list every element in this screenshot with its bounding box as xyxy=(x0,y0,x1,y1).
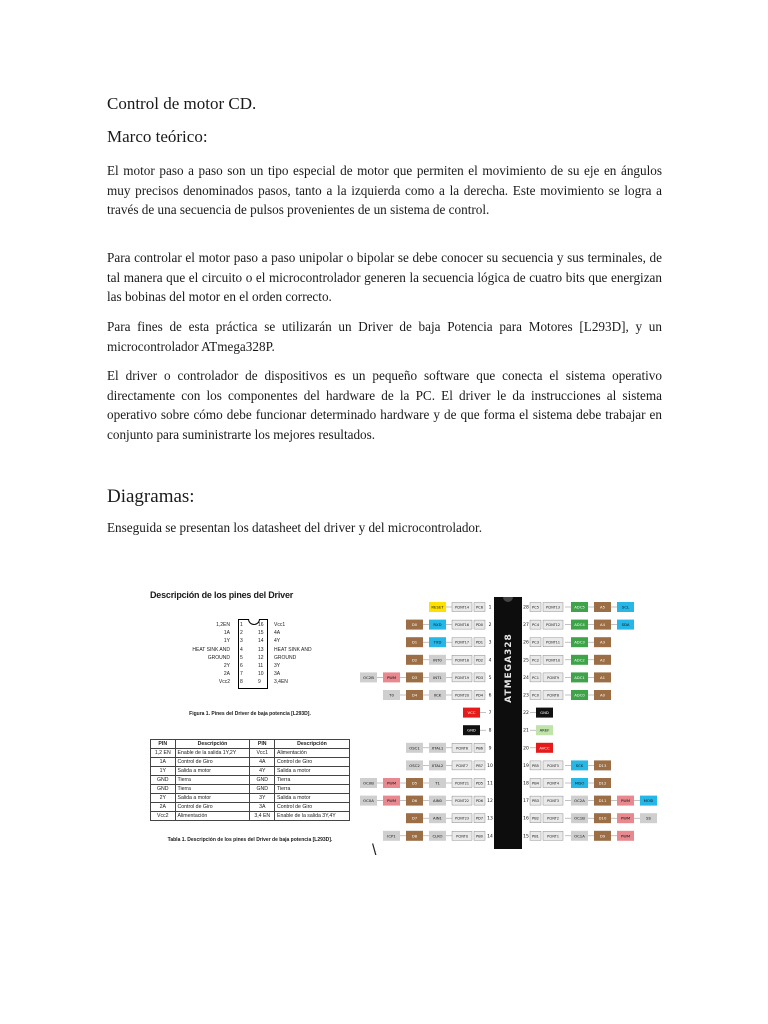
driver-left-pin-label: 1A xyxy=(223,630,230,637)
driver-left-pin-label: Vcc2 xyxy=(218,679,230,686)
atmega-pin-number: 16 xyxy=(523,816,529,822)
document-title: Control de motor CD. xyxy=(107,94,257,113)
section-heading-diagramas: Diagramas: xyxy=(107,486,195,507)
atmega-pin-tag-label: PWM xyxy=(386,798,397,804)
driver-left-pin-label: HEAT SINK AND xyxy=(192,646,230,653)
atmega-pin-number: 9 xyxy=(488,746,492,752)
driver-right-pin-number: 9 xyxy=(258,679,261,686)
atmega-pcint-label: PCINT0 xyxy=(456,834,468,839)
atmega-pin-tag-label: MISO xyxy=(574,780,585,786)
atmega-pin-tag-label: ICP1 xyxy=(387,833,396,839)
driver-left-pin-label: 1,2EN xyxy=(216,622,230,628)
table-cell: Salida a motor xyxy=(175,767,250,776)
atmega-pin-tag-label: OC2B xyxy=(363,674,374,680)
atmega-pin-number: 15 xyxy=(523,834,529,840)
atmega-port-label: PB4 xyxy=(532,781,539,786)
atmega-pcint-label: PCINT1 xyxy=(547,834,559,839)
atmega-pin-tag-label: A1 xyxy=(599,674,606,680)
atmega-pin-tag-label: D5 xyxy=(411,780,418,786)
table-cell: Salida a motor xyxy=(275,767,350,776)
atmega-pin-number: 27 xyxy=(523,623,529,629)
table-row xyxy=(151,758,350,767)
atmega-pin-tag-label: T1 xyxy=(435,780,440,786)
section-heading-marco-teorico: Marco teórico: xyxy=(107,127,208,146)
atmega-pin-tag-label: OC1A xyxy=(574,833,585,839)
atmega-pin-number: 25 xyxy=(523,658,529,664)
driver-figure-title: Descripción de los pines del Driver xyxy=(150,590,294,600)
atmega-pin-tag-label: CLKO xyxy=(432,833,443,839)
driver-pin-table xyxy=(150,739,350,821)
atmega-pcint-label: PCINT22 xyxy=(455,799,469,804)
atmega-pin-tag-label: ADC4 xyxy=(574,622,585,628)
table-cell: Tierra xyxy=(175,785,250,794)
atmega-pin-number: 13 xyxy=(487,816,493,822)
atmega-pin-tag-label: XTAL1 xyxy=(431,745,444,751)
atmega-pin-tag-label: D13 xyxy=(598,762,607,768)
table-cell: 4A xyxy=(250,758,275,767)
driver-datasheet-figure xyxy=(150,585,365,855)
atmega-pcint-label: PCINT17 xyxy=(455,640,469,645)
atmega-pin-tag-label: RESET xyxy=(431,604,444,610)
driver-right-pin-number: 15 xyxy=(258,630,264,637)
atmega-port-label: PB3 xyxy=(532,799,539,804)
table-row xyxy=(151,749,350,758)
atmega-pin-tag-label: SCL xyxy=(621,604,630,610)
table-cell: Alimentación xyxy=(275,749,350,758)
atmega-pin-number: 12 xyxy=(487,799,493,805)
paragraph-1: El motor paso a paso son un tipo especial de motor que permiten el movimiento de su eje en ángulos muy precisos denominados pasos, tanto a la izquierda como a la derecha. Este movimiento se logra a través de una secuencia de pulsos provenientes de un sistema de control. xyxy=(107,163,662,218)
diagrams-intro: Enseguida se presentan los datasheet del driver y del microcontrolador. xyxy=(107,520,482,535)
atmega-pin-number: 23 xyxy=(523,693,529,699)
atmega-pin-tag-label: PWM xyxy=(620,833,631,839)
atmega-port-label: PB7 xyxy=(476,763,483,768)
atmega-port-label: PC0 xyxy=(532,693,539,698)
table-row xyxy=(151,803,350,812)
driver-left-pin-number: 7 xyxy=(240,671,243,678)
atmega-pin-tag-label: TXD xyxy=(433,639,442,645)
atmega-pin-tag-label: AIN1 xyxy=(433,815,442,821)
atmega-pin-tag-label: OSC2 xyxy=(409,762,420,768)
paragraph-3: Para fines de esta práctica se utilizarán un Driver de baja Potencia para Motores [L293D], y un microcontrolador ATmega328P. xyxy=(107,319,662,354)
atmega-port-label: PC3 xyxy=(532,640,539,645)
atmega-pin-tag-label: A0 xyxy=(599,692,606,698)
atmega-pcint-label: PCINT9 xyxy=(547,675,559,680)
atmega-pcint-label: PCINT16 xyxy=(455,623,469,628)
table-cell: Tierra xyxy=(175,776,250,785)
table-cell: Control de Giro xyxy=(175,758,250,767)
atmega-pin-tag-label: D10 xyxy=(598,815,607,821)
atmega-pin-tag-label: D1 xyxy=(411,639,418,645)
atmega-pin-number: 20 xyxy=(523,746,529,752)
driver-left-pin-label: 2A xyxy=(223,671,230,678)
atmega-port-label: PD0 xyxy=(475,623,484,628)
atmega328-pinout-figure xyxy=(363,585,658,855)
driver-right-pin-label: 3A xyxy=(274,671,281,678)
atmega-pin-tag-label: D6 xyxy=(411,798,418,804)
atmega-pin-tag-label: VCC xyxy=(467,710,476,716)
atmega-pin-tag-label: A3 xyxy=(599,639,606,645)
table-cell: GND xyxy=(250,776,275,785)
atmega-pcint-label: PCINT2 xyxy=(547,816,559,821)
table-cell: GND xyxy=(250,785,275,794)
table-cell: Enable de la salida 3Y,4Y xyxy=(275,812,350,821)
atmega-pcint-label: PCINT19 xyxy=(455,675,469,680)
atmega-pin-number: 3 xyxy=(488,640,492,646)
table-cell: Control de Giro xyxy=(275,803,350,812)
driver-figure-caption: Figura 1. Pines del Driver de baja potencia [L293D]. xyxy=(189,711,311,717)
atmega-pcint-label: PCINT3 xyxy=(547,799,559,804)
atmega-pin-tag-label: D3 xyxy=(411,674,418,680)
atmega-pin-tag-label: AIN0 xyxy=(433,798,442,804)
table-cell: 1A xyxy=(151,758,176,767)
atmega-pin-tag-label: OSC1 xyxy=(409,745,420,751)
atmega-port-label: PB5 xyxy=(532,763,539,768)
atmega-port-label: PC5 xyxy=(532,605,539,610)
atmega-pin-tag-label: D7 xyxy=(411,815,418,821)
table-cell: Control de Giro xyxy=(275,758,350,767)
atmega-pin-number: 11 xyxy=(487,781,493,787)
table-row xyxy=(151,794,350,803)
atmega-pin-tag-label: ADC2 xyxy=(574,657,585,663)
atmega-pin-tag-label: SS xyxy=(646,815,651,821)
atmega-pin-tag-label: OC1B xyxy=(574,815,585,821)
atmega-pin-tag-label: D0 xyxy=(411,622,418,628)
atmega-port-label: PD2 xyxy=(475,658,484,663)
driver-right-pin-label: GROUND xyxy=(274,654,297,661)
table-cell: Salida a motor xyxy=(275,794,350,803)
atmega-chip-label: ATMEGA328 xyxy=(504,633,514,703)
atmega-pin-number: 4 xyxy=(488,658,492,664)
table-cell: Vcc1 xyxy=(250,749,275,758)
atmega-pin-tag-label: D11 xyxy=(598,798,607,804)
driver-right-pin-label: Vcc1 xyxy=(274,622,286,628)
atmega-pin-number: 22 xyxy=(523,711,529,717)
driver-table-caption: Tabla 1. Descripción de los pines del Driver de baja potencia [L293D]. xyxy=(167,837,333,843)
atmega-pin-number: 17 xyxy=(523,799,529,805)
table-cell: 1,2 EN xyxy=(151,749,176,758)
atmega-pcint-label: PCINT5 xyxy=(547,763,559,768)
table-cell: Control de Giro xyxy=(175,803,250,812)
atmega-port-label: PD3 xyxy=(475,675,484,680)
atmega-pcint-label: PCINT21 xyxy=(455,781,469,786)
driver-right-pin-label: 3,4EN xyxy=(274,679,288,686)
atmega-pin-number: 8 xyxy=(488,728,492,734)
driver-right-pin-label: 4Y xyxy=(274,638,281,645)
atmega-pcint-label: PCINT20 xyxy=(455,693,469,698)
driver-left-pin-label: GROUND xyxy=(207,654,230,661)
table-cell: 3Y xyxy=(250,794,275,803)
driver-left-pin-number: 3 xyxy=(240,638,243,645)
atmega-pin-tag-label: SCK xyxy=(575,762,584,768)
atmega-port-label: PD5 xyxy=(475,781,484,786)
atmega-port-label: PC2 xyxy=(532,658,539,663)
driver-left-pin-label: 2Y xyxy=(223,663,230,669)
atmega-pin-number: 2 xyxy=(488,623,492,629)
table-cell: 1Y xyxy=(151,767,176,776)
table-cell: 2A xyxy=(151,803,176,812)
driver-right-pin-label: 4A xyxy=(274,630,281,637)
paragraph-4: El driver o controlador de dispositivos es un pequeño software que conecta el sistema operativo directamente con los componentes del hardware de la PC. El driver le da instrucciones al sistema operativo sobre cómo debe funcionar determinado hardware y de que forma el sistema debe trabajar en conjunto para suministrarte los mejores resultados. xyxy=(107,368,662,442)
atmega-pin-tag-label: INT0 xyxy=(433,657,442,663)
atmega-pcint-label: PCINT18 xyxy=(455,658,469,663)
atmega-pin-number: 18 xyxy=(523,781,529,787)
atmega-pcint-label: PCINT6 xyxy=(456,746,468,751)
atmega-pin-tag-label: D8 xyxy=(411,833,418,839)
atmega-port-label: PB0 xyxy=(476,834,483,839)
driver-right-pin-label: 3Y xyxy=(274,663,281,669)
atmega-pin-tag-label: XCK xyxy=(433,692,442,698)
atmega-pin-tag-label: A4 xyxy=(599,622,606,628)
atmega-pin-tag-label: D4 xyxy=(411,692,418,698)
atmega-pin-tag-label: ADC1 xyxy=(574,674,585,680)
driver-left-pin-label: 1Y xyxy=(223,638,230,645)
atmega-pin-number: 6 xyxy=(488,693,492,699)
table-row xyxy=(151,767,350,776)
atmega-pin-tag-label: AREF xyxy=(539,727,550,733)
driver-left-pin-number: 6 xyxy=(240,663,243,669)
table-cell: GND xyxy=(151,776,176,785)
table-cell: Salida a motor xyxy=(175,794,250,803)
atmega-pin-number: 1 xyxy=(488,605,492,611)
table-row xyxy=(151,812,350,821)
driver-right-pin-number: 14 xyxy=(258,638,264,645)
atmega-pin-number: 7 xyxy=(488,711,492,717)
table-cell: GND xyxy=(151,785,176,794)
table-header: PIN xyxy=(151,740,176,749)
driver-left-pin-number: 5 xyxy=(240,654,243,661)
atmega-port-label: PB1 xyxy=(532,834,539,839)
atmega-pin-tag-label: A2 xyxy=(599,657,606,663)
driver-right-pin-number: 12 xyxy=(258,654,264,661)
atmega-pin-tag-label: RXD xyxy=(433,622,442,628)
atmega-pcint-label: PCINT13 xyxy=(546,605,560,610)
atmega-port-label: PD1 xyxy=(475,640,484,645)
driver-left-pin-number: 8 xyxy=(240,679,243,686)
atmega-pin-number: 10 xyxy=(487,763,493,769)
atmega-pin-tag-label: OC2A xyxy=(574,798,585,804)
table-header-row xyxy=(151,740,350,749)
atmega-pin-tag-label: D9 xyxy=(599,833,606,839)
table-cell: 3,4 EN xyxy=(250,812,275,821)
stray-mark: \ xyxy=(372,842,377,859)
atmega328-pinout-diagram xyxy=(363,585,658,855)
atmega-pin-number: 21 xyxy=(523,728,529,734)
driver-right-pin-number: 11 xyxy=(258,663,264,669)
atmega-pcint-label: PCINT4 xyxy=(547,781,559,786)
atmega-pcint-label: PCINT12 xyxy=(546,623,560,628)
table-row xyxy=(151,785,350,794)
atmega-pin-number: 28 xyxy=(523,605,529,611)
atmega-pcint-label: PCINT7 xyxy=(456,763,468,768)
table-cell: Tierra xyxy=(275,776,350,785)
atmega-pin-tag-label: ADC0 xyxy=(574,692,585,698)
atmega-pin-number: 19 xyxy=(523,763,529,769)
atmega-port-label: PD4 xyxy=(475,693,484,698)
atmega-pcint-label: PCINT23 xyxy=(455,816,469,821)
atmega-pin-tag-label: PWM xyxy=(620,798,631,804)
atmega-port-label: PC1 xyxy=(532,675,539,680)
atmega-port-label: PB2 xyxy=(532,816,539,821)
atmega-pcint-label: PCINT14 xyxy=(455,605,469,610)
atmega-port-label: PC6 xyxy=(476,605,483,610)
table-header: Descripción xyxy=(275,740,350,749)
atmega-pin-tag-label: D12 xyxy=(598,780,607,786)
driver-left-pin-number: 2 xyxy=(240,630,243,637)
table-cell: 4Y xyxy=(250,767,275,776)
table-cell: Vcc2 xyxy=(151,812,176,821)
atmega-pin-tag-label: SDA xyxy=(621,622,630,628)
atmega-pin-number: 14 xyxy=(487,834,493,840)
atmega-port-label: PD6 xyxy=(475,799,484,804)
atmega-pin-tag-label: INT1 xyxy=(433,674,442,680)
paragraph-2: Para controlar el motor paso a paso unipolar o bipolar se debe conocer su secuencia y sus terminales, de tal manera que el circuito o el microcontrolador generen la secuencia lógica de cuatro bits que energizan las bobinas del motor en el orden correcto. xyxy=(107,250,662,305)
table-cell: 3A xyxy=(250,803,275,812)
atmega-pin-tag-label: PWM xyxy=(620,815,631,821)
atmega-pin-tag-label: AVCC xyxy=(539,745,550,751)
atmega-port-label: PB6 xyxy=(476,746,483,751)
atmega-pin-tag-label: D2 xyxy=(411,657,418,663)
atmega-pin-number: 24 xyxy=(523,675,529,681)
driver-left-pin-number: 1 xyxy=(240,622,243,628)
atmega-pcint-label: PCINT8 xyxy=(547,693,559,698)
driver-table-body xyxy=(151,749,350,821)
table-cell: 2Y xyxy=(151,794,176,803)
driver-right-pin-label: HEAT SINK AND xyxy=(274,646,312,653)
atmega-pin-tag-label: ADC5 xyxy=(574,604,585,610)
atmega-pin-tag-label: PWM xyxy=(386,780,397,786)
atmega-pcint-label: PCINT11 xyxy=(546,640,560,645)
atmega-port-label: PC4 xyxy=(532,623,539,628)
atmega-pin-tag-label: T0 xyxy=(389,692,394,698)
atmega-pin-tag-label: GND xyxy=(467,727,476,733)
table-cell: Tierra xyxy=(275,785,350,794)
atmega-pin-number: 26 xyxy=(523,640,529,646)
table-cell: Alimentación xyxy=(175,812,250,821)
atmega-pin-tag-label: OC0A xyxy=(363,798,374,804)
atmega-pcint-label: PCINT10 xyxy=(546,658,560,663)
atmega-pin-tag-label: XTAL2 xyxy=(431,762,444,768)
table-cell: Enable de la salida 1Y,2Y xyxy=(175,749,250,758)
atmega-pin-tag-label: GND xyxy=(540,710,549,716)
driver-right-pin-number: 13 xyxy=(258,646,264,653)
table-header: Descripción xyxy=(175,740,250,749)
driver-right-pin-number: 10 xyxy=(258,671,264,678)
driver-left-pin-number: 4 xyxy=(240,646,243,653)
table-row xyxy=(151,776,350,785)
driver-right-pin-number: 16 xyxy=(258,622,264,628)
atmega-pin-number: 5 xyxy=(488,675,492,681)
atmega-pin-tag-label: MOSI xyxy=(643,798,654,804)
atmega-pin-tag-label: ADC3 xyxy=(574,639,585,645)
table-header: PIN xyxy=(250,740,275,749)
atmega-port-label: PD7 xyxy=(475,816,484,821)
atmega-pin-tag-label: OC0B xyxy=(363,780,374,786)
atmega-pin-tag-label: PWM xyxy=(386,674,397,680)
atmega-pin-tag-label: A5 xyxy=(599,604,606,610)
